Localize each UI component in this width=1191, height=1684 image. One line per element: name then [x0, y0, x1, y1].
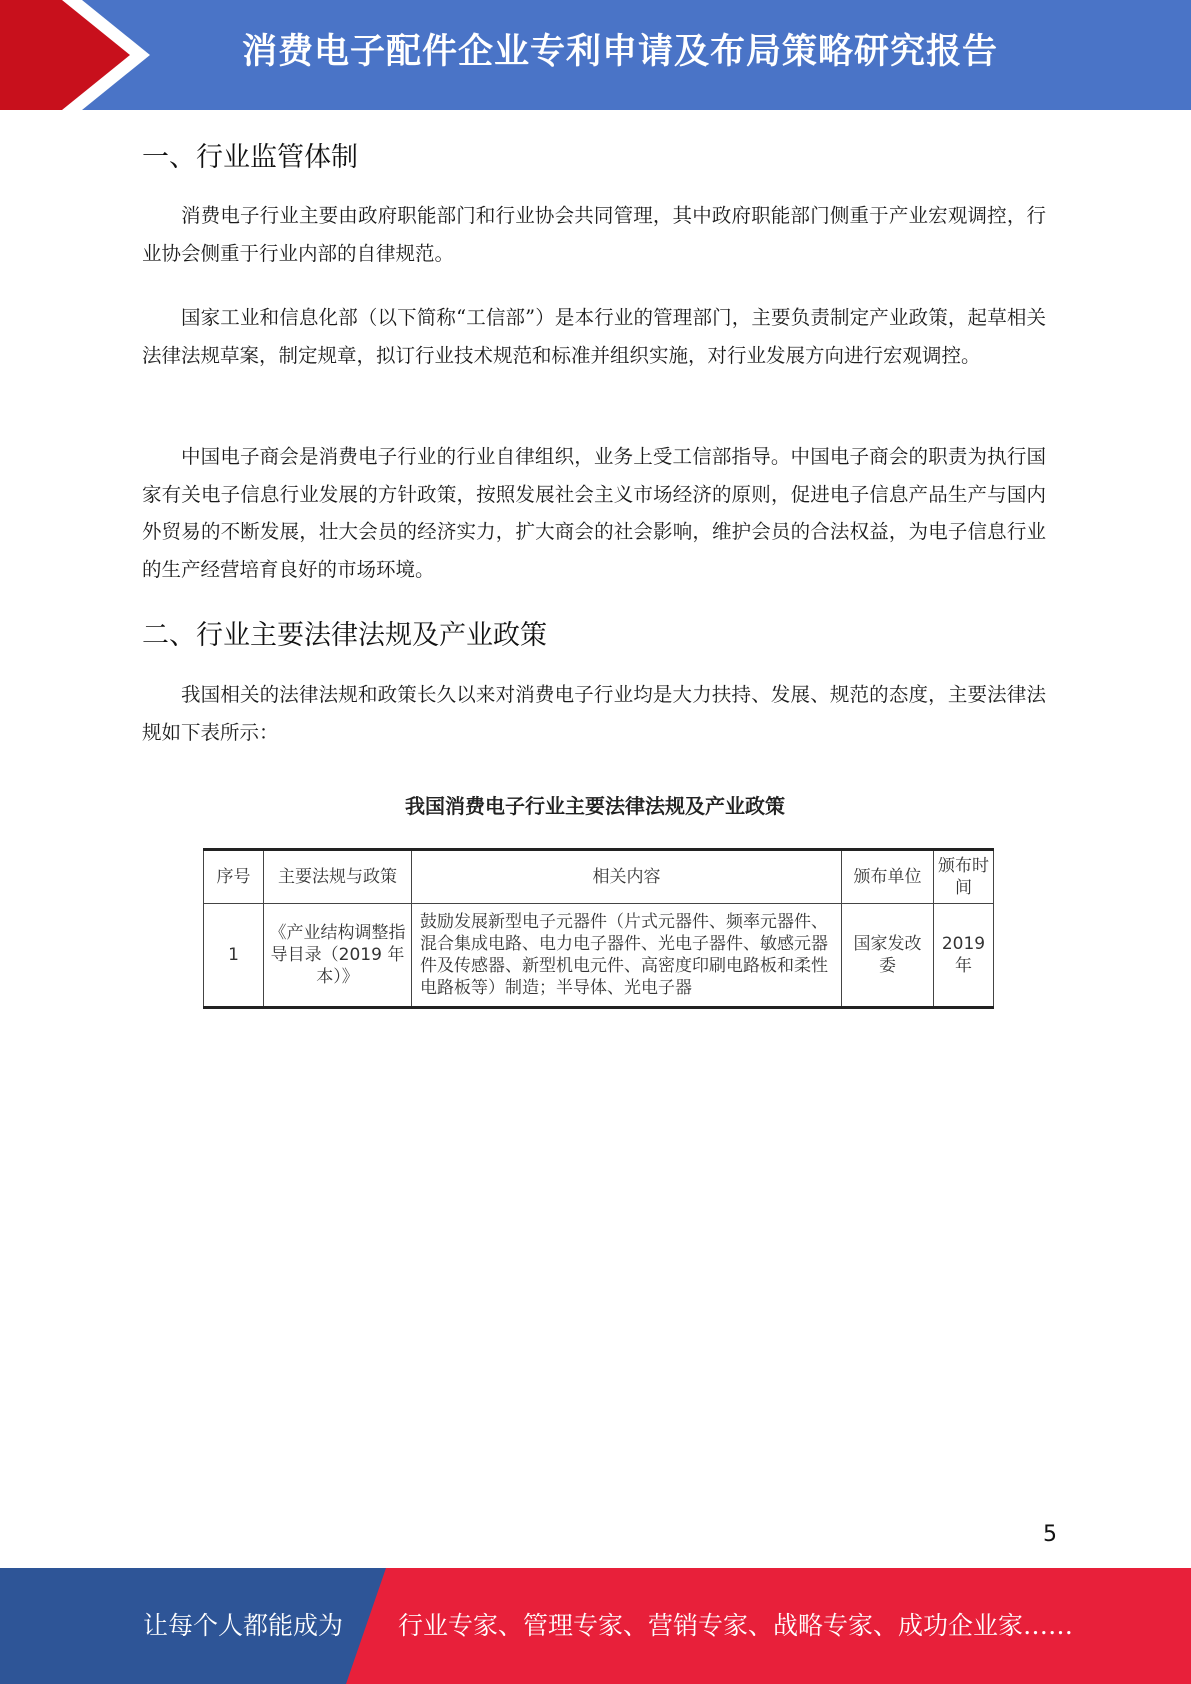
report-title: 消费电子配件企业专利申请及布局策略研究报告	[241, 32, 998, 72]
column-header-policy: 主要法规与政策	[264, 850, 412, 904]
footer-slogan-right: 行业专家、管理专家、营销专家、战略专家、成功企业家……	[398, 1611, 1074, 1640]
column-header-issuer: 颁布单位	[842, 850, 934, 904]
page-number: 5	[1043, 1522, 1057, 1547]
cell-no: 1	[204, 904, 264, 1008]
paragraph: 中国电子商会是消费电子行业的行业自律组织，业务上受工信部指导。中国电子商会的职责为执行国家有关电子信息行业发展的方针政策，按照发展社会主义市场经济的原则，促进电子信息产品生产与国内外贸易的不断发展，壮大会员的经济实力，扩大商会的社会影响，维护会员的合法权益，为电子信息行业的生产经营培育良好的市场环境。	[142, 445, 1046, 581]
paragraph: 国家工业和信息化部（以下简称“工信部”）是本行业的管理部门，主要负责制定产业政策，起草相关法律法规草案，制定规章，拟订行业技术规范和标准并组织实施，对行业发展方向进行宏观调控。	[142, 306, 1046, 367]
cell-content: 鼓励发展新型电子元器件（片式元器件、频率元器件、混合集成电路、电力电子器件、光电子器件、敏感元器件及传感器、新型机电元件、高密度印刷电路板和柔性电路板等）制造；半导体、光电子器	[412, 904, 842, 1008]
cell-policy: 《产业结构调整指导目录（2019 年本）》	[264, 904, 412, 1008]
section-heading-regulation: 一、行业监管体制	[142, 142, 358, 173]
cell-date: 2019 年	[934, 904, 994, 1008]
paragraph: 消费电子行业主要由政府职能部门和行业协会共同管理，其中政府职能部门侧重于产业宏观调控，行业协会侧重于行业内部的自律规范。	[142, 204, 1046, 265]
policy-table	[203, 848, 994, 1009]
table-header-row	[204, 850, 994, 904]
column-header-content: 相关内容	[412, 850, 842, 904]
table-row	[204, 904, 994, 1008]
footer-banner	[0, 1568, 1191, 1684]
paragraph: 我国相关的法律法规和政策长久以来对消费电子行业均是大力扶持、发展、规范的态度，主要法律法规如下表所示：	[142, 683, 1046, 744]
column-header-no: 序号	[204, 850, 264, 904]
table-caption: 我国消费电子行业主要法律法规及产业政策	[405, 794, 785, 818]
cell-issuer: 国家发改委	[842, 904, 934, 1008]
section-heading-laws: 二、行业主要法律法规及产业政策	[142, 620, 547, 651]
column-header-date: 颁布时间	[934, 850, 994, 904]
header-banner	[0, 0, 1191, 112]
footer-slogan-left: 让每个人都能成为	[143, 1611, 344, 1640]
